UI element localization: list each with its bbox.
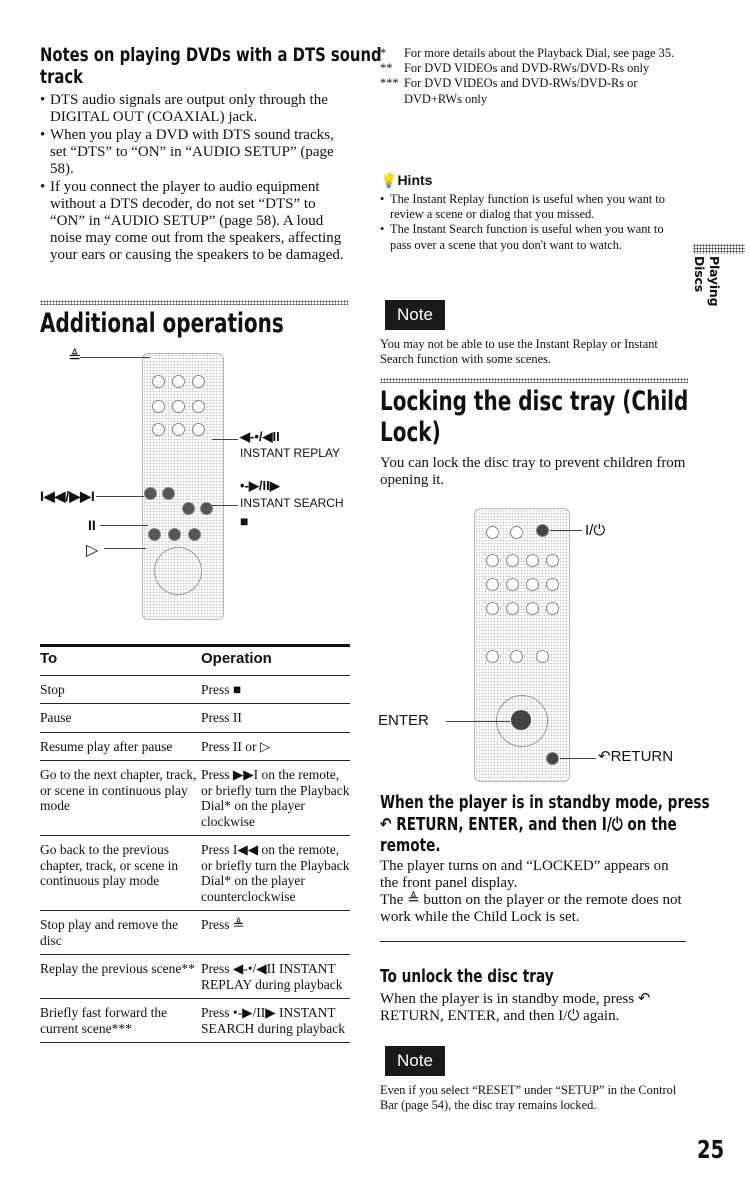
page-number: 25 (697, 1135, 725, 1164)
table-row (40, 732, 350, 761)
play-label: ▷ (86, 542, 99, 559)
remote-button (152, 400, 165, 413)
table-row (40, 761, 350, 836)
dts-bullet-list (40, 92, 345, 264)
dts-notes-heading (40, 44, 382, 88)
table-row (40, 999, 350, 1043)
table-cell-operation: Press ◀-•/◀II INSTANT REPLAY during playback (201, 955, 350, 999)
enter-label: ENTER (378, 712, 429, 729)
stop-label: ■ (240, 513, 249, 529)
table-cell-to: Go back to the previous chapter, track, or scene in continuous play mode (40, 836, 201, 911)
remote-button (546, 578, 559, 591)
table-row (40, 836, 350, 911)
standby-heading-line1: When the player is in standby mode, press (380, 793, 710, 813)
search-symbol-label: •-▶/II▶ (240, 478, 280, 493)
remote-button (172, 423, 185, 436)
leader-line (560, 758, 596, 759)
standby-heading-line2: ↶ RETURN, ENTER, and then I/⏻ on the (380, 814, 677, 835)
footnote-mark: *** (380, 76, 399, 91)
remote-button (152, 375, 165, 388)
leader-line (212, 439, 238, 440)
table-cell-to: Replay the previous scene** (40, 955, 201, 999)
dts-bullet: • When you play a DVD with DTS sound tracks, set “DTS” to “ON” in “AUDIO SETUP” (page 58). (40, 127, 345, 178)
standby-body-text: The player turns on and “LOCKED” appears on the front panel display. (380, 858, 669, 891)
dts-heading-line1: Notes on playing DVDs with a DTS sound (40, 44, 382, 66)
dts-bullet: • DTS audio signals are output only through the DIGITAL OUT (COAXIAL) jack. (40, 92, 345, 126)
remote-button (486, 650, 499, 663)
footnote (380, 61, 685, 76)
leader-line (212, 505, 238, 506)
standby-heading-line3: remote. (380, 836, 441, 856)
child-lock-heading-line1: Locking the disc tray (Child (380, 386, 689, 417)
remote-button (546, 602, 559, 615)
additional-operations-heading: Additional operations (40, 308, 284, 339)
note-badge: Note (385, 1046, 445, 1076)
remote-button (192, 400, 205, 413)
footnote-text: For DVD VIDEOs and DVD-RWs/DVD-Rs or DVD+RWs only (404, 76, 638, 106)
footnote-text: For DVD VIDEOs and DVD-RWs/DVD-Rs only (404, 61, 650, 76)
note-text: Even if you select “RESET” under “SETUP” in the Control Bar (page 54), the disc tray remains locked. (380, 1083, 677, 1113)
return-label: ↶RETURN (598, 748, 674, 765)
table-row (40, 911, 350, 955)
table-cell-operation: Press ≜ (201, 911, 350, 955)
column-header-operation: Operation (201, 646, 350, 676)
remote-button (182, 502, 195, 515)
eject-label: ≜ (68, 349, 82, 366)
operations-table (40, 644, 350, 1043)
unlock-body: When the player is in standby mode, press ↶ RETURN, ENTER, and then I/⏻ again. (380, 991, 651, 1024)
leader-line (446, 721, 510, 722)
remote-dial (154, 547, 202, 595)
table-row (40, 955, 350, 999)
remote-button (486, 554, 499, 567)
standby-body (380, 858, 686, 926)
leader-line (80, 357, 150, 358)
remote-button (510, 526, 523, 539)
remote-button (526, 578, 539, 591)
remote-button (144, 487, 157, 500)
table-cell-operation: Press •-▶/II▶ INSTANT SEARCH during playback (201, 999, 350, 1043)
power-label: I/⏻ (585, 522, 606, 539)
remote-button (486, 526, 499, 539)
replay-symbol-label: ◀-•/◀II (240, 429, 280, 444)
child-lock-heading (380, 386, 688, 448)
remote-button (192, 423, 205, 436)
replay-text-label: INSTANT REPLAY (240, 446, 341, 460)
dts-heading-line2: track (40, 66, 84, 88)
side-tab-marker (693, 244, 745, 254)
table-cell-to: Go to the next chapter, track, or scene in continuous play mode (40, 761, 201, 836)
operations-table-wrap (40, 644, 350, 1043)
lightbulb-icon: 💡 (380, 172, 398, 188)
remote-button (200, 502, 213, 515)
remote-button (486, 578, 499, 591)
side-tab-label: Playing Discs (692, 256, 722, 307)
remote-button (506, 602, 519, 615)
return-button (546, 752, 559, 765)
remote-button (168, 528, 181, 541)
table-row (40, 675, 350, 704)
remote-button (172, 400, 185, 413)
footnotes (380, 46, 685, 107)
leader-line (96, 496, 144, 497)
table-header-row (40, 646, 350, 676)
remote-button (192, 375, 205, 388)
remote-button (148, 528, 161, 541)
remote-button (172, 375, 185, 388)
power-button (536, 524, 549, 537)
standby-body-text2: The ≜ button on the player or the remote does not work while the Child Lock is set. (380, 892, 682, 925)
remote-button (526, 602, 539, 615)
remote-button (152, 423, 165, 436)
pause-label: II (88, 517, 96, 533)
section-divider (40, 300, 348, 305)
table-cell-operation: Press ■ (201, 675, 350, 704)
hints-title (380, 172, 432, 189)
table-cell-operation: Press II or ▷ (201, 732, 350, 761)
table-cell-operation: Press I◀◀ on the remote, or briefly turn the Playback Dial* on the player counterclockwise (201, 836, 350, 911)
child-lock-intro: You can lock the disc tray to prevent children from opening it. (380, 455, 686, 488)
footnote-text: For more details about the Playback Dial, see page 35. (404, 46, 675, 60)
remote-button (486, 602, 499, 615)
leader-line (100, 525, 148, 526)
hint-item: • The Instant Search function is useful when you want to pass over a scene that you don't want to watch. (380, 222, 686, 252)
remote-button (546, 554, 559, 567)
child-lock-heading-line2: Lock) (380, 417, 441, 448)
note-text: You may not be able to use the Instant Replay or Instant Search function with some scenes. (380, 337, 658, 367)
leader-line (550, 530, 582, 531)
unlock-heading: To unlock the disc tray (380, 967, 554, 987)
search-text-label: INSTANT SEARCH (240, 496, 344, 510)
leader-line (104, 548, 146, 549)
table-cell-to: Stop (40, 675, 201, 704)
remote-button (536, 650, 549, 663)
footnote (380, 76, 685, 106)
table-cell-to: Stop play and remove the disc (40, 911, 201, 955)
table-cell-to: Pause (40, 704, 201, 733)
remote-button (510, 650, 523, 663)
note-badge: Note (385, 300, 445, 330)
section-divider (380, 378, 688, 383)
footnote-mark: ** (380, 61, 393, 76)
section-rule (380, 941, 686, 942)
table-cell-operation: Press II (201, 704, 350, 733)
table-row (40, 704, 350, 733)
remote-button (506, 578, 519, 591)
footnote (380, 46, 685, 61)
skip-label: I◀◀/▶▶I (40, 488, 95, 504)
footnote-mark: * (380, 46, 387, 60)
remote-illustration-operations (40, 345, 360, 625)
standby-instruction-heading (380, 793, 710, 858)
remote-button (526, 554, 539, 567)
dts-bullet: • If you connect the player to audio equipment without a DTS decoder, do not set “DTS” to “ON” in “AUDIO SETUP” (page 58). A loud noise may come out from the speakers, affecting your ears or causing the speakers to be damaged. (40, 179, 345, 264)
table-cell-to: Briefly fast forward the current scene*** (40, 999, 201, 1043)
table-cell-to: Resume play after pause (40, 732, 201, 761)
table-cell-operation: Press ▶▶I on the remote, or briefly turn the Playback Dial* on the player clockwise (201, 761, 350, 836)
hints-list (380, 192, 686, 253)
column-header-to: To (40, 646, 201, 676)
remote-button (162, 487, 175, 500)
remote-illustration-child-lock (380, 500, 690, 790)
hints-title-text: Hints (397, 172, 433, 188)
hint-item: • The Instant Replay function is useful when you want to review a scene or dialog that you missed. (380, 192, 686, 222)
remote-button (506, 554, 519, 567)
remote-button (188, 528, 201, 541)
enter-button (511, 710, 531, 730)
